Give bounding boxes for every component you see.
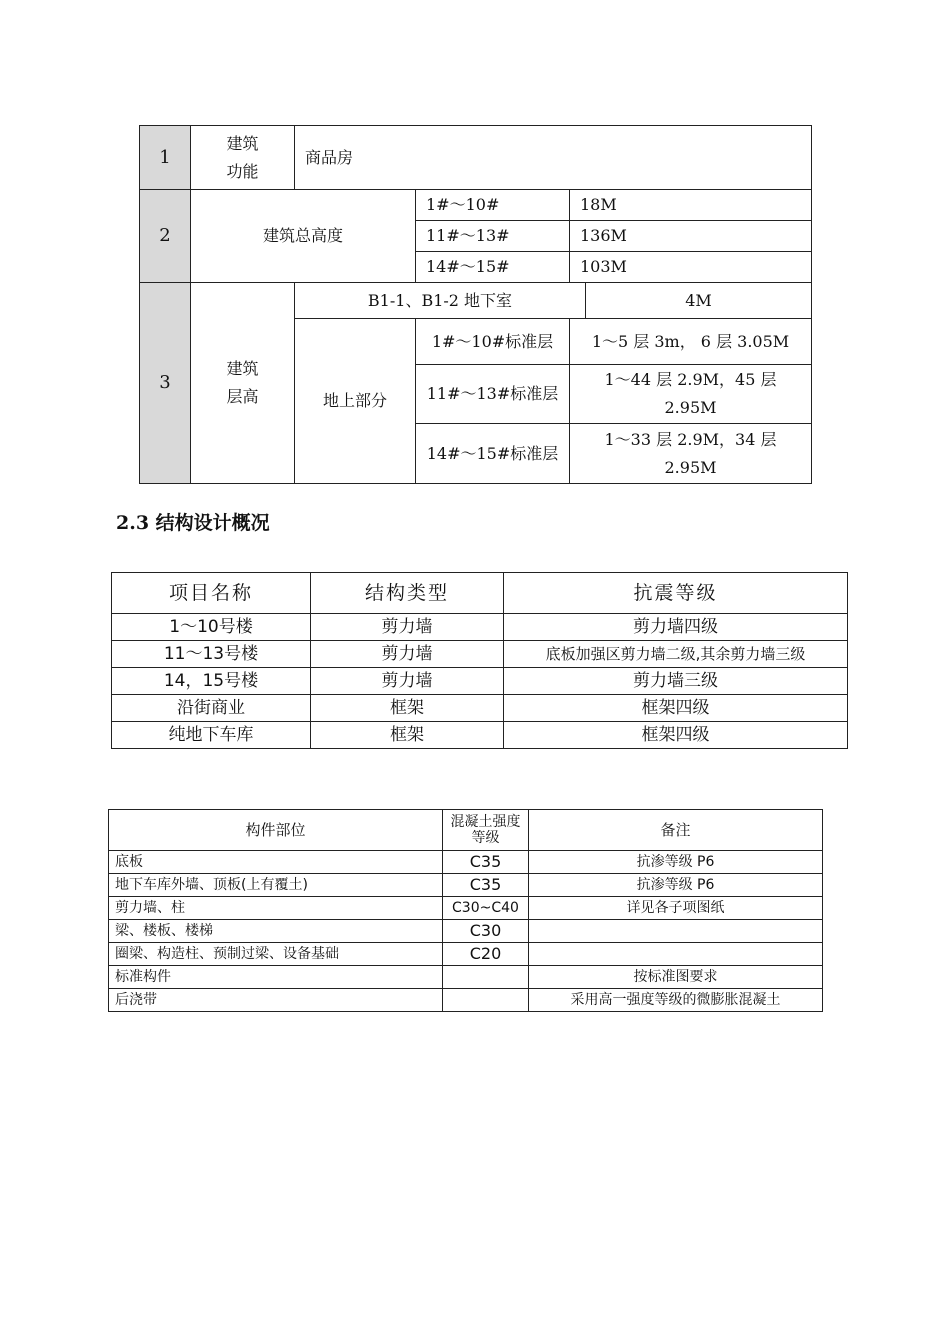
building-id: 11#～13#标准层 bbox=[416, 365, 570, 424]
table-cell: 11～13号楼 bbox=[112, 641, 311, 668]
table-cell: 1～10号楼 bbox=[112, 614, 311, 641]
table-row bbox=[112, 614, 848, 641]
table-cell: 框架 bbox=[311, 722, 504, 749]
structure-type-table bbox=[111, 572, 848, 749]
table-cell: 底板加强区剪力墙二级,其余剪力墙三级 bbox=[504, 641, 848, 668]
table-cell bbox=[529, 943, 823, 966]
header-cell: 混凝土强度 等级 bbox=[443, 810, 529, 851]
table-cell: 框架四级 bbox=[504, 695, 848, 722]
building-id: 14#～15#标准层 bbox=[416, 424, 570, 484]
table-cell: 沿街商业 bbox=[112, 695, 311, 722]
table-row bbox=[109, 920, 823, 943]
table-cell: 抗渗等级 P6 bbox=[529, 851, 823, 874]
header-cell: 结构类型 bbox=[311, 573, 504, 614]
table-cell: 标准构件 bbox=[109, 966, 443, 989]
table-row bbox=[109, 897, 823, 920]
row-label: 建筑 层高 bbox=[191, 283, 295, 484]
table-cell: 按标准图要求 bbox=[529, 966, 823, 989]
header-cell: 抗震等级 bbox=[504, 573, 848, 614]
table-cell: 后浇带 bbox=[109, 989, 443, 1012]
section-heading: 2.3 结构设计概况 bbox=[116, 512, 270, 534]
header-cell: 备注 bbox=[529, 810, 823, 851]
building-id: 1#～10#标准层 bbox=[416, 319, 570, 365]
table-cell: 梁、楼板、楼梯 bbox=[109, 920, 443, 943]
building-id: 1#～10# bbox=[416, 190, 570, 221]
building-function-value: 商品房 bbox=[295, 126, 812, 190]
table-cell: C35 bbox=[443, 874, 529, 897]
table-cell: 详见各子项图纸 bbox=[529, 897, 823, 920]
table-row bbox=[109, 874, 823, 897]
table-cell: 剪力墙、柱 bbox=[109, 897, 443, 920]
table-cell: 纯地下车库 bbox=[112, 722, 311, 749]
building-overview-table bbox=[139, 125, 812, 484]
row-label: 建筑总高度 bbox=[191, 190, 416, 283]
concrete-grade-table bbox=[108, 809, 823, 1012]
table-row bbox=[112, 668, 848, 695]
table-cell: 剪力墙三级 bbox=[504, 668, 848, 695]
table-cell: 采用高一强度等级的微膨胀混凝土 bbox=[529, 989, 823, 1012]
table-cell: 剪力墙四级 bbox=[504, 614, 848, 641]
table-cell: 剪力墙 bbox=[311, 641, 504, 668]
floor-height-value: 1～33 层 2.9M，34 层 2.95M bbox=[570, 424, 812, 484]
floor-height-value: 1～44 层 2.9M，45 层 2.95M bbox=[570, 365, 812, 424]
table-row bbox=[112, 695, 848, 722]
table-row bbox=[109, 966, 823, 989]
table-cell: 地下车库外墙、顶板(上有覆土) bbox=[109, 874, 443, 897]
table-cell: C30~C40 bbox=[443, 897, 529, 920]
row-number: 1 bbox=[140, 126, 191, 190]
row-number: 3 bbox=[140, 283, 191, 484]
table-row bbox=[112, 641, 848, 668]
table-cell: 圈梁、构造柱、预制过梁、设备基础 bbox=[109, 943, 443, 966]
table-row bbox=[109, 851, 823, 874]
row-number: 2 bbox=[140, 190, 191, 283]
table-cell: 框架四级 bbox=[504, 722, 848, 749]
row-label: 建筑 功能 bbox=[191, 126, 295, 190]
basement-label: B1-1、B1-2 地下室 bbox=[295, 283, 586, 319]
height-value: 136M bbox=[570, 221, 812, 252]
table-cell: 剪力墙 bbox=[311, 668, 504, 695]
table-cell: 底板 bbox=[109, 851, 443, 874]
basement-value: 4M bbox=[586, 283, 812, 319]
floor-height-value: 1～5 层 3m， 6 层 3.05M bbox=[570, 319, 812, 365]
table-row bbox=[112, 722, 848, 749]
building-id: 14#～15# bbox=[416, 252, 570, 283]
table-cell: C35 bbox=[443, 851, 529, 874]
table-row bbox=[109, 943, 823, 966]
table-cell: 抗渗等级 P6 bbox=[529, 874, 823, 897]
building-id: 11#～13# bbox=[416, 221, 570, 252]
table-cell: 剪力墙 bbox=[311, 614, 504, 641]
above-ground-label: 地上部分 bbox=[295, 319, 416, 484]
table-cell: C30 bbox=[443, 920, 529, 943]
header-cell: 构件部位 bbox=[109, 810, 443, 851]
table-row bbox=[109, 989, 823, 1012]
table-cell bbox=[529, 920, 823, 943]
table-cell: 14，15号楼 bbox=[112, 668, 311, 695]
height-value: 18M bbox=[570, 190, 812, 221]
table-cell bbox=[443, 989, 529, 1012]
header-cell: 项目名称 bbox=[112, 573, 311, 614]
height-value: 103M bbox=[570, 252, 812, 283]
table-cell: 框架 bbox=[311, 695, 504, 722]
table-cell: C20 bbox=[443, 943, 529, 966]
table-cell bbox=[443, 966, 529, 989]
